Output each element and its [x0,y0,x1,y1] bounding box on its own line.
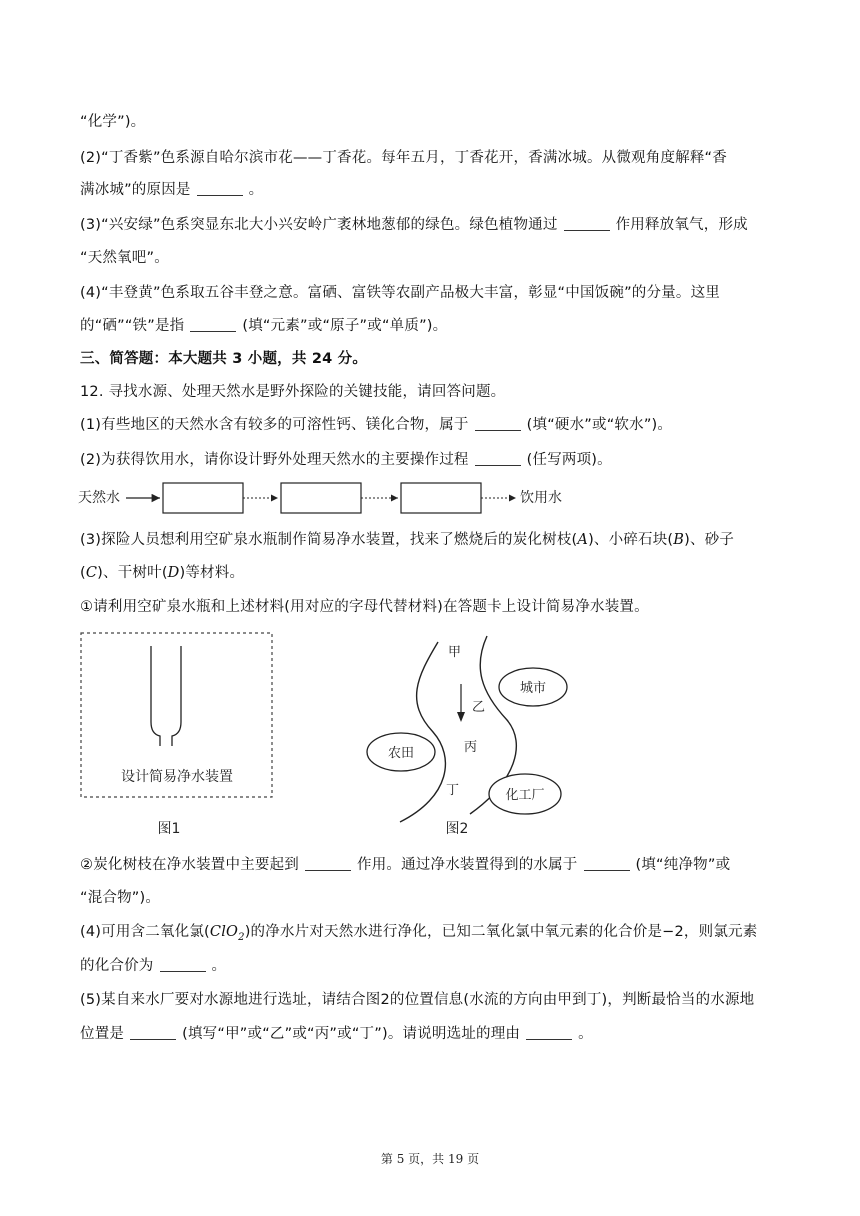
text: “天然氧吧”。 [80,250,169,266]
text: “混合物”)。 [80,890,161,906]
flow-box-2[interactable] [281,483,361,513]
var: D [167,565,180,581]
figure-1 [80,632,280,842]
answer-blank[interactable] [305,856,351,871]
text: 。 [578,1026,593,1042]
text: “化学”)。 [80,114,146,130]
answer-blank[interactable] [197,181,243,196]
question-2-line [80,148,727,168]
figure-2-caption: 图2 [445,821,469,837]
farm-label: 农田 [387,746,415,761]
question-12-4-cont [80,956,226,976]
question-3-line-cont [80,248,169,268]
text: ②炭化树枝在净水装置中主要起到 [80,857,299,873]
text: 作用释放氧气，形成 [615,217,748,233]
text: (4)可用含二氧化氯( [80,924,210,940]
text: )、砂子 [684,532,735,548]
question-12-3 [80,530,734,550]
bottle-outline [151,646,181,746]
text: (填“硬水”或“软水”)。 [526,417,673,433]
text: 。 [248,182,264,198]
answer-blank[interactable] [564,216,610,231]
flow-box-3[interactable] [401,483,481,513]
var: B [673,532,685,548]
flow-direction-arrowhead [457,712,465,722]
question-12-3-sub2 [80,855,730,875]
question-12-5 [80,990,754,1010]
question-12-5-cont [80,1024,593,1044]
text: 位置是 [80,1026,125,1042]
text: 12. 寻找水源、处理天然水是野外探险的关键技能，请回答问题。 [80,384,506,400]
process-flow-diagram [78,478,598,518]
question-4-line-cont [80,316,447,336]
text: )的净水片对天然水进行净化，已知二氧化氯中氧元素的化合价是−2，则氯元素 [244,924,758,940]
text: (2)“丁香紫”色系源自哈尔滨市花——丁香花。每年五月，丁香花开，香满冰城。从微观角度解释“香 [80,150,727,166]
question-4-line [80,283,720,303]
question-12-3-sub1 [80,597,649,617]
flow-box-1[interactable] [163,483,243,513]
river-bank-left [400,642,445,822]
text: 的“硒”“铁”是指 [80,318,185,334]
location-jia: 甲 [448,645,462,660]
formula: ClO [209,924,239,940]
answer-blank[interactable] [160,957,206,972]
answer-blank[interactable] [475,451,521,466]
location-ding: 丁 [446,783,460,798]
question-12-4 [80,922,757,948]
text: (4)“丰登黄”色系取五谷丰登之意。富硒、富铁等农副产品极大丰富，彰显“中国饭碗”的分量。这里 [80,285,720,301]
var: A [577,532,589,548]
figure-2 [355,632,595,842]
factory-label: 化工厂 [505,788,545,803]
text: (填写“甲”或“乙”或“丙”或“丁”)。请说明选址的理由 [182,1026,521,1042]
formula-subscript: 2 [238,931,245,943]
text-line [80,112,145,132]
answer-blank[interactable] [130,1025,176,1040]
text: )、小碎石块( [588,532,674,548]
text: 三、简答题：本大题共 3 小题，共 24 分。 [80,351,368,367]
text: 作用。通过净水装置得到的水属于 [357,857,578,873]
question-3-line [80,215,748,235]
question-12-3-sub2-cont [80,888,160,908]
question-12-2 [80,450,612,470]
answer-blank[interactable] [584,856,630,871]
var: C [85,565,98,581]
text: (填“纯净物”或 [635,857,731,873]
figure-1-caption: 图1 [157,821,181,837]
city-label: 城市 [519,681,547,696]
text: (任写两项)。 [526,452,612,468]
location-bing: 丙 [464,740,478,755]
flow-end-label: 饮用水 [520,490,562,506]
page-footer: 第 5 页，共 19 页 [380,1152,480,1166]
text: (3)“兴安绿”色系突显东北大小兴安岭广袤林地葱郁的绿色。绿色植物通过 [80,217,558,233]
flow-start-label: 天然水 [78,490,120,506]
text: (1)有些地区的天然水含有较多的可溶性钙、镁化合物，属于 [80,417,469,433]
text: )等材料。 [179,565,245,581]
answer-blank[interactable] [526,1025,572,1040]
text: (3)探险人员想利用空矿泉水瓶制作简易净水装置，找来了燃烧后的炭化树枝( [80,532,578,548]
text: (2)为获得饮用水，请你设计野外处理天然水的主要操作过程 [80,452,469,468]
question-2-line-cont [80,180,263,200]
question-12-3-cont [80,563,244,583]
text: (5)某自来水厂要对水源地进行选址，请结合图2的位置信息(水流的方向由甲到丁)，判断最恰当的水源地 [80,992,755,1008]
text: 。 [211,958,227,974]
text: ①请利用空矿泉水瓶和上述材料(用对应的字母代替材料)在答题卡上设计简易净水装置。 [80,599,649,615]
location-yi: 乙 [472,700,486,715]
question-12-stem [80,382,505,402]
text: ( [80,565,86,581]
text: 满冰城”的原因是 [80,182,191,198]
design-box-label: 设计简易净水装置 [121,769,233,785]
text: 的化合价为 [80,958,154,974]
text: (填“元素”或“原子”或“单质”)。 [242,318,448,334]
answer-blank[interactable] [190,317,236,332]
answer-blank[interactable] [475,416,521,431]
text: )、干树叶( [97,565,168,581]
question-12-1 [80,415,672,435]
section-heading [80,349,367,369]
